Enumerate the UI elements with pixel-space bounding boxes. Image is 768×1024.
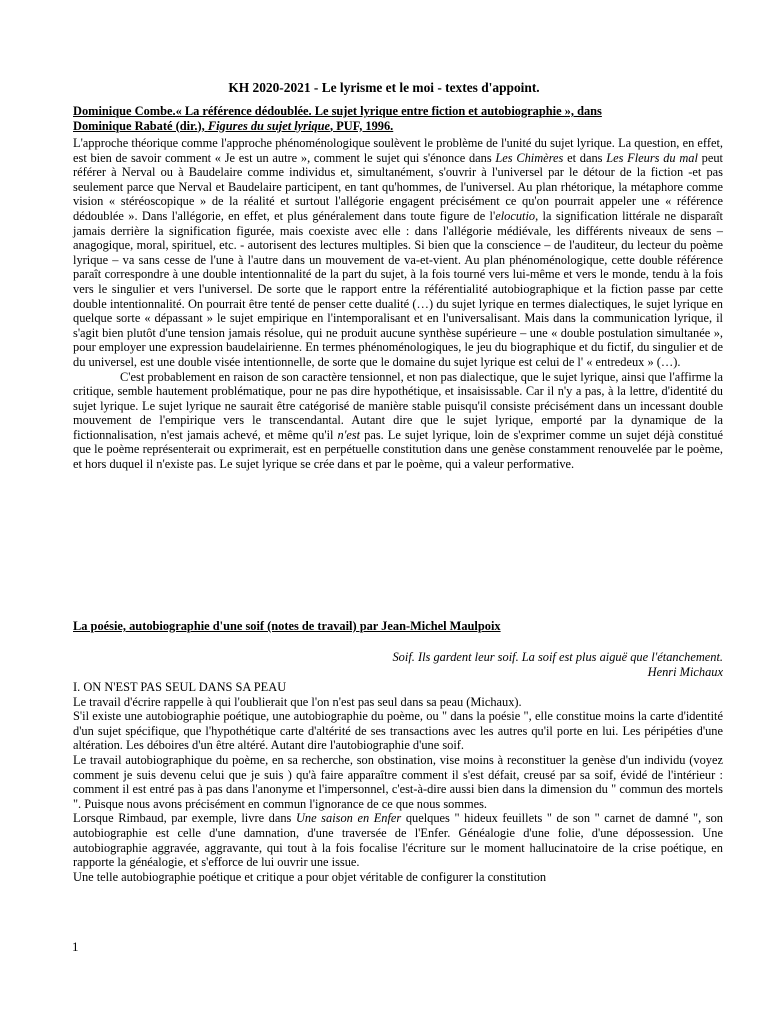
- italic-term: elocutio: [495, 208, 536, 223]
- combe-text: [73, 136, 723, 472]
- reference-book-title: Figures du sujet lyrique: [207, 118, 331, 133]
- text-run: pas. Le sujet lyrique, loin de s'exprimer comme un sujet déjà constitué que le poème représenterait ou exprimerait, est en perpétuelle constitution dans une genèse constamment renouvelée par le poème, et hors duquel il n'existe pas. Le sujet lyrique se crée dans et par le poème, qui a valeur performative.: [73, 427, 723, 472]
- maulpoix-paragraph-2: S'il existe une autobiographie poétique, une autobiographie du poème, ou " dans la poésie ", elle constitue moins la carte d'identité d'un sujet spécifique, que l'hypothétique carte d'altérité de ses transactions avec les autres qu'il porte en lui. Les péripéties d'une altération. Les déboires d'un être altéré. Autant dire l'autobiographie d'une soif.: [73, 709, 723, 753]
- reference-line-1: Dominique Combe.« La référence dédoublée. Le sujet lyrique entre fiction et autobiographie », dans: [73, 104, 602, 118]
- reference-publisher: , PUF, 1996.: [330, 118, 394, 133]
- reference-heading: [73, 104, 723, 133]
- text-run: C'est probablement en raison de son caractère tensionnel, et non pas dialectique, que le sujet lyrique, ainsi que l'affirme la critique, semble hautement problématique, pour ne pas dire hypothétique, et insaisissable. Car il n'y a pas, à la lettre, d'identité du sujet lyrique. Le sujet lyrique ne saurait être catégorisé de manière stable puisqu'il consiste précisément dans un incessant double mouvement de l'empirique vers le transcendantal. Autant dire que le sujet lyrique, emporté par la dynamique de la fictionnalisation, n'est jamais achevé, et même qu'il: [73, 369, 723, 442]
- page-number: 1: [72, 939, 79, 954]
- combe-paragraph-2: [73, 370, 723, 472]
- reference-editor: Dominique Rabaté (dir.),: [73, 118, 208, 133]
- section-2-heading: La poésie, autobiographie d'une soif (notes de travail) par Jean-Michel Maulpoix: [73, 619, 501, 633]
- maulpoix-text: [73, 680, 723, 884]
- maulpoix-paragraph-5: Une telle autobiographie poétique et critique a pour objet véritable de configurer la constitution: [73, 869, 547, 884]
- maulpoix-paragraph-1: Le travail d'écrire rappelle à qui l'oublierait que l'on n'est pas seul dans sa peau (Michaux).: [73, 694, 522, 709]
- text-run: peut référer à Nerval ou à Baudelaire comme individus et, simultanément, s'ouvrir à l'universel par le détour de la fiction -et pas seulement parce que Nerval et Baudelaire participent, en tant qu'hommes, de l'universel. Au plan rhétorique, la métaphore comme vision « stéréoscopique » de la réalité et surtout l'allégorie engagent précisément ce qu'on pourrait appeler une « référence dédoublée ». Dans l'allégorie, en effet, et plus généralement dans toute figure de l': [73, 150, 723, 223]
- maulpoix-paragraph-3: Le travail autobiographique du poème, en sa recherche, son obstination, vise moins à reconstituer la genèse d'un individu (voyez comment je suis devenu celui que je suis ) qu'à faire apparaître comment il s'est défait, creusé par sa soif, évidé de l'intérieur : comment il est entré pas à pas dans l'anonyme et l'impersonnel, c'est-à-dire aussi bien dans la dimension du " commun des mortels ". Puisque nous avons précisément en commun l'ignorance de ce que nous sommes.: [73, 752, 723, 811]
- text-run: , la signification littérale ne disparaît jamais derrière la signification figurée, mais coexiste avec elle : dans l'allégorie médiévale, les différents niveaux de sens – anagogique, moral, spirituel, etc. - autorisent des lectures multiples. Si bien que la conscience – de l'auditeur, du lecteur du poème lyrique – va sans cesse de l'une à l'autre dans un mouvement de va-et-vient. Au plan phénoménologique, cette double référence paraît correspondre à une double intentionnalité de la part du sujet, à la fois tourné vers lui-même et vers le monde, tendu à la fois vers le singulier et vers l'universel. De sorte que le rapport entre la référentialité autobiographique et la fiction passe par cette double intentionnalité. On pourrait être tenté de penser cette dualité (…) du sujet lyrique en termes dialectiques, le sujet lyrique en quelque sorte « dépassant » le sujet empirique en l'intemporalisant et en l'universalisant. Mais dans la communication lyrique, il s'agit bien plutôt d'une tension jamais résolue, qui ne produit aucune synthèse supérieure – une « double postulation simultanée », pour employer une expression baudelairienne. En termes phénoménologiques, le jeu du biographique et du fictif, du singulier et de du universel, est une double visée intentionnelle, de sorte que le domaine du sujet lyrique est celui de l' « entredeux » (…).: [73, 208, 723, 369]
- epigraph: [73, 650, 723, 679]
- text-run: L'approche théorique comme l'approche phénoménologique soulèvent le problème de l'unité du sujet lyrique. La question, en effet, est bien de savoir comment « Je est un autre », comment le sujet qui s'énonce dans: [73, 136, 723, 165]
- italic-term: n'est: [337, 427, 361, 442]
- text-run: quelques " hideux feuillets " de son " carnet de damné ", son autobiographie est celle d'une damnation, d'une traversée de l'Enfer. Généalogie d'une folie, d'une dépossession. Une autobiographie aggravée, aggravante, qui tout à la fois focalise l'écriture sur le moment hallucinatoire de la crise poétique, en rapporte la généalogie, et s'efforce de lui ouvrir une issue.: [73, 811, 723, 870]
- epigraph-quote: Soif. Ils gardent leur soif. La soif est plus aiguë que l'étanchement.: [392, 650, 723, 664]
- text-run: et dans: [563, 150, 607, 165]
- italic-title: Une saison en Enfer: [295, 811, 402, 826]
- combe-paragraph-1: [73, 136, 723, 370]
- italic-title: Les Fleurs du mal: [606, 150, 698, 165]
- document-title: KH 2020-2021 - Le lyrisme et le moi - textes d'appoint.: [228, 80, 540, 95]
- part-1-heading: I. ON N'EST PAS SEUL DANS SA PEAU: [73, 680, 287, 694]
- text-run: Lorsque Rimbaud, par exemple, livre dans: [73, 811, 296, 826]
- maulpoix-paragraph-4: [73, 811, 723, 869]
- epigraph-author: Henri Michaux: [647, 664, 723, 679]
- italic-title: Les Chimères: [495, 150, 564, 165]
